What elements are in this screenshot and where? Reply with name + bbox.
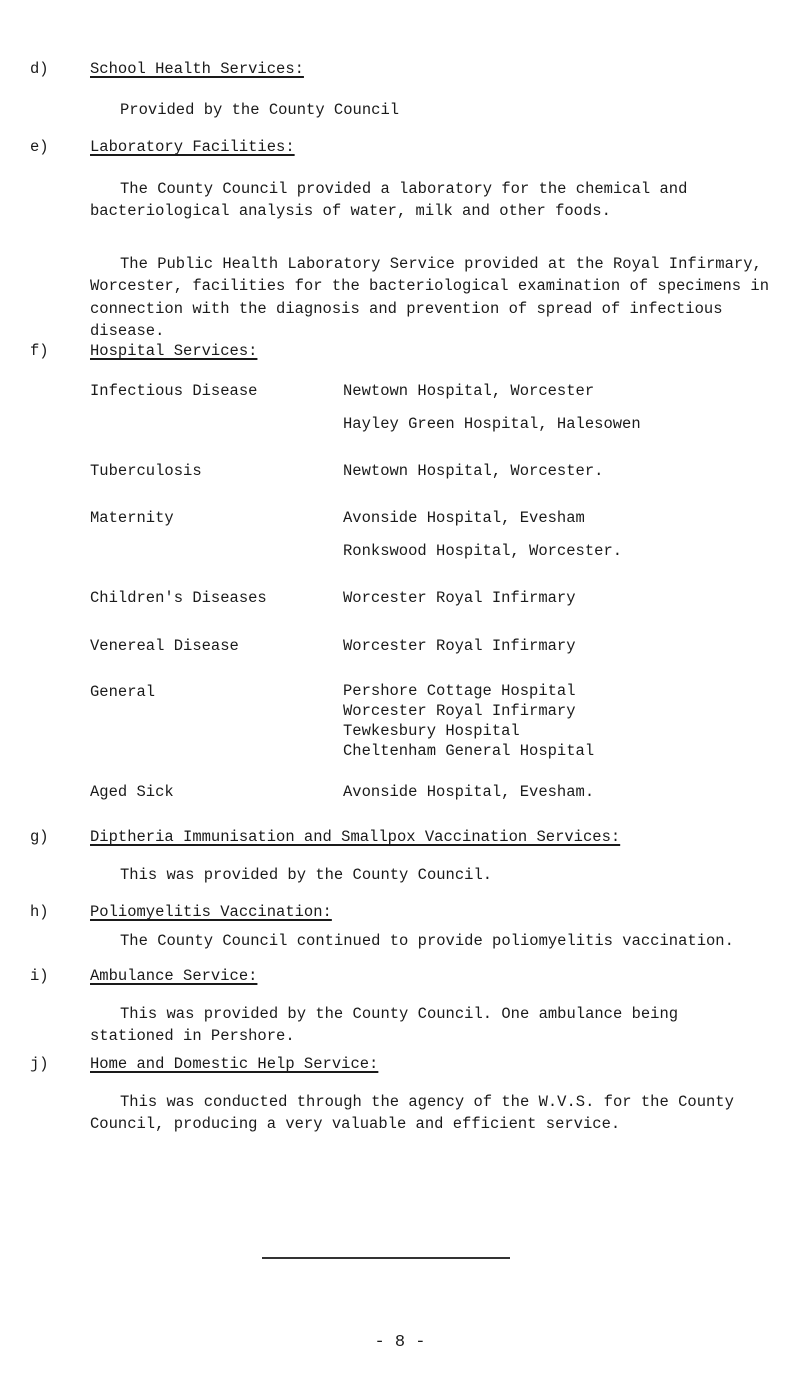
section-letter: j) (30, 1055, 49, 1073)
section-letter: f) (30, 342, 49, 360)
hospital-category: Venereal Disease (90, 637, 239, 655)
section-body: This was conducted through the agency of the W.V.S. for the County Council, producing a very valuable and efficient service. (90, 1093, 734, 1134)
hospital-name: Avonside Hospital, Evesham (343, 509, 585, 527)
section-paragraph: The Public Health Laboratory Service provided at the Royal Infirmary, Worcester, facilities for the bacteriological examination of specimens in connection with the diagnosis and prevention of spread of infectious disease. (90, 255, 770, 341)
hospital-name: Worcester Royal Infirmary (343, 589, 576, 607)
section-letter: i) (30, 967, 49, 985)
hospital-name: Pershore Cottage Hospital (343, 682, 576, 700)
hospital-name: Ronkswood Hospital, Worcester. (343, 542, 623, 561)
page-number: - 8 - (374, 1333, 426, 1352)
section-body: The County Council continued to provide poliomyelitis vaccination. (120, 932, 734, 950)
section-letter: e) (30, 138, 49, 156)
section-heading: School Health Services: (90, 60, 304, 78)
section-letter: g) (30, 828, 49, 846)
hospital-category: Tuberculosis (90, 462, 202, 480)
hospital-list (343, 507, 622, 563)
hospital-category: Children's Diseases (90, 589, 267, 607)
hospital-name: Worcester Royal Infirmary (343, 702, 576, 720)
hospital-list (343, 635, 576, 657)
hospital-list (343, 681, 594, 761)
horizontal-rule (262, 1257, 510, 1259)
hospital-category: General (90, 683, 156, 701)
hospital-name: Cheltenham General Hospital (343, 742, 595, 760)
hospital-list (343, 781, 594, 803)
hospital-list (343, 587, 576, 609)
hospital-name: Avonside Hospital, Evesham. (343, 783, 595, 801)
hospital-name: Worcester Royal Infirmary (343, 637, 576, 655)
section-heading: Laboratory Facilities: (90, 138, 295, 156)
section-heading: Poliomyelitis Vaccination: (90, 903, 332, 921)
section-heading: Diptheria Immunisation and Smallpox Vaccination Services: (90, 828, 621, 846)
section-heading: Ambulance Service: (90, 967, 258, 985)
section-body: Provided by the County Council (120, 101, 400, 119)
hospital-category: Aged Sick (90, 783, 174, 801)
hospital-name: Newtown Hospital, Worcester. (343, 462, 604, 480)
section-letter: h) (30, 903, 49, 921)
hospital-name: Newtown Hospital, Worcester (343, 382, 595, 400)
hospital-name: Tewkesbury Hospital (343, 722, 520, 740)
section-heading: Home and Domestic Help Service: (90, 1055, 379, 1073)
hospital-category: Maternity (90, 509, 174, 527)
section-body: This was provided by the County Council. One ambulance being stationed in Pershore. (90, 1005, 679, 1046)
hospital-list (343, 380, 641, 436)
section-body: This was provided by the County Council. (120, 866, 493, 884)
hospital-category: Infectious Disease (90, 382, 258, 400)
hospital-list (343, 460, 603, 482)
section-letter: d) (30, 60, 49, 78)
hospital-name: Hayley Green Hospital, Halesowen (343, 415, 641, 434)
section-heading: Hospital Services: (90, 342, 258, 360)
section-paragraph: The County Council provided a laboratory for the chemical and bacteriological analysis of water, milk and other foods. (90, 180, 688, 221)
